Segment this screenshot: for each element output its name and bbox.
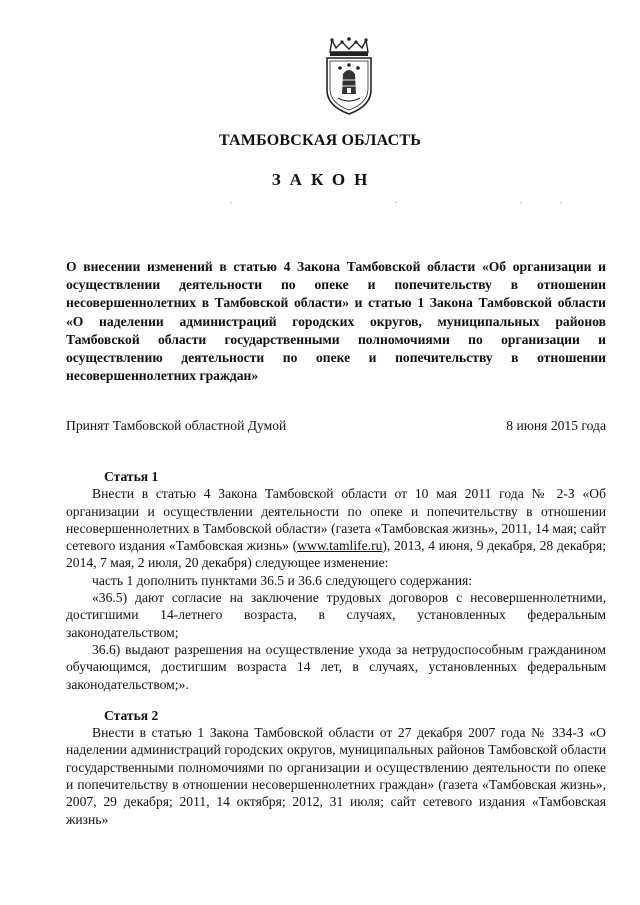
article-2-paragraph-1: Внести в статью 1 Закона Тамбовской области от 27 декабря 2007 года № 334-З «О наделении администраций городских округов, муниципальных районов Тамбовской области государственными полномочиями по организации и осуществлению деятельности по опеке и попечительству в отношении несовершеннолетних граждан» (газета «Тамбовская жизнь», 2007, 29 декабря; 2011, 14 октября; 2012, 31 июля; сайт сетевого издания «Тамбовская жизнь»: [66, 725, 606, 827]
tamlife-link[interactable]: www.tamlife.ru: [297, 538, 383, 554]
article-2-title: Статья 2: [104, 707, 159, 723]
article-1-paragraph-3: «36.5) дают согласие на заключение трудовых договоров с несовершеннолетними, достигшими 14-летнего возраста, в случаях, установленных федеральным законодательством;: [66, 590, 606, 640]
document-body: [66, 468, 606, 828]
article-1-text-b: ), 2013, 4 июня, 9 декабря, 28 декабря; 2014, 7 мая, 2 июля, 20 декабря) следующее изменение:: [66, 538, 606, 571]
accepted-by: Принят Тамбовской областной Думой: [66, 418, 287, 433]
region-title: ТАМБОВСКАЯ ОБЛАСТЬ: [218, 132, 422, 149]
scan-artifact-dots: [230, 200, 570, 204]
document-type: ЗАКОН: [271, 170, 377, 189]
article-1-text-a: Внести в статью 4 Закона Тамбовской области от 10 мая 2011 года № 2-З «Об организации и осуществлении деятельности по опеке и попечительству в отношении несовершеннолетних в Тамбовской области» (газета «Тамбовская жизнь», 2011, 14 мая; сайт сетевого издания «Тамбовская жизнь» (: [66, 486, 606, 554]
law-subject: О внесении изменений в статью 4 Закона Тамбовской области «Об организации и осуществлении деятельности по опеке и попечительству в отношении несовершеннолетних в Тамбовской области» и статью 1 Закона Тамбовской области «О наделении администраций городских округов, муниципальных районов Тамбовской области государственными полномочиями по организации и осуществлению деятельности по опеке и попечительству в отношении несовершеннолетних граждан»: [66, 259, 606, 384]
article-1-paragraph-4: 36.6) выдают разрешения на осуществление ухода за нетрудоспособным гражданином обучающимся, достигшим возраста 14 лет, в случаях, установленных федеральным законодательством;».: [66, 641, 606, 692]
article-1-paragraph-2: часть 1 дополнить пунктами 36.5 и 36.6 следующего содержания:: [92, 572, 473, 588]
article-1-title: Статья 1: [104, 469, 159, 484]
accepted-date: 8 июня 2015 года: [506, 418, 606, 433]
acceptance-line: [66, 418, 606, 434]
article-1-paragraph-1: [66, 485, 606, 571]
coat-of-arms-icon: [318, 36, 380, 116]
